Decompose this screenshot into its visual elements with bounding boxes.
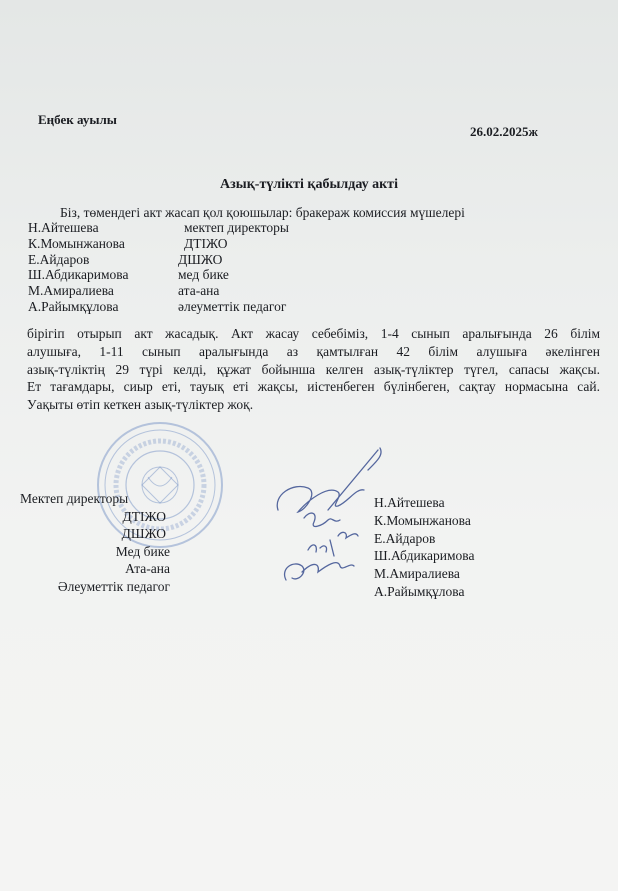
act-body-text bbox=[27, 325, 600, 414]
document-title: Азық-түлікті қабылдау акті bbox=[220, 177, 398, 192]
signature-role: Әлеуметтік педагог bbox=[57, 578, 170, 594]
member-name: К.Момынжанова bbox=[28, 235, 125, 251]
member-row bbox=[28, 299, 358, 315]
signature-name: К.Момынжанова bbox=[374, 512, 471, 528]
commission-members-list bbox=[28, 220, 358, 315]
member-name: Е.Айдаров bbox=[28, 251, 90, 267]
signature-roles-column bbox=[20, 490, 170, 595]
member-row bbox=[28, 252, 358, 268]
body-line: Уақыты өтіп кеткен азық-түліктер жоқ. bbox=[27, 397, 254, 413]
member-role: ата-ана bbox=[178, 283, 220, 299]
member-role: әлеуметтік педагог bbox=[178, 298, 287, 314]
member-role: мектеп директоры bbox=[184, 220, 289, 235]
body-line: азық-түліктің 29 түрі келді, құжат бойынша келген азық-түліктер түгел, сапасы жақсы. bbox=[27, 361, 600, 377]
body-line: Ет тағамдары, сиыр еті, тауық еті жақсы, иістенбеген бүлінбеген, сақтау нормасына сай. bbox=[27, 379, 600, 395]
signature-name: Ш.Абдикаримова bbox=[374, 548, 475, 564]
member-role: ДШЖО bbox=[178, 251, 223, 267]
member-row bbox=[28, 236, 358, 252]
signature-role: Мед бике bbox=[115, 543, 170, 559]
member-row bbox=[28, 283, 358, 299]
signature-name: М.Амиралиева bbox=[374, 566, 460, 582]
document-date: 26.02.2025ж bbox=[470, 124, 538, 139]
signature-role: ДТІЖО bbox=[122, 508, 166, 524]
signature-names-column bbox=[374, 494, 475, 601]
signature-role: Ата-ана bbox=[125, 561, 170, 576]
member-role: мед бике bbox=[178, 267, 229, 283]
member-row bbox=[28, 220, 358, 236]
member-name: М.Амиралиева bbox=[28, 283, 114, 299]
member-name: Н.Айтешева bbox=[28, 220, 99, 235]
member-name: Ш.Абдикаримова bbox=[28, 267, 129, 283]
body-line: алушыға, 1-11 сынып аралығында аз қамтылған 42 білім алушыға әкелінген bbox=[27, 343, 600, 359]
body-line: бірігіп отырып акт жасадық. Акт жасау себебіміз, 1-4 сынып аралығында 26 білім bbox=[27, 326, 600, 341]
signature-name: Н.Айтешева bbox=[374, 495, 445, 510]
village-name: Еңбек ауылы bbox=[38, 112, 117, 127]
intro-sentence: Біз, төмендегі акт жасап қол қоюшылар: бракераж комиссия мүшелері bbox=[60, 205, 465, 220]
member-role: ДТІЖО bbox=[184, 235, 228, 251]
signature-role: Мектеп директоры bbox=[20, 491, 129, 506]
member-name: А.Райымқұлова bbox=[28, 298, 119, 314]
signature-role: ДШЖО bbox=[121, 526, 166, 541]
signature-name: Е.Айдаров bbox=[374, 530, 436, 546]
member-row bbox=[28, 267, 358, 283]
signature-name: А.Райымқұлова bbox=[374, 583, 465, 599]
